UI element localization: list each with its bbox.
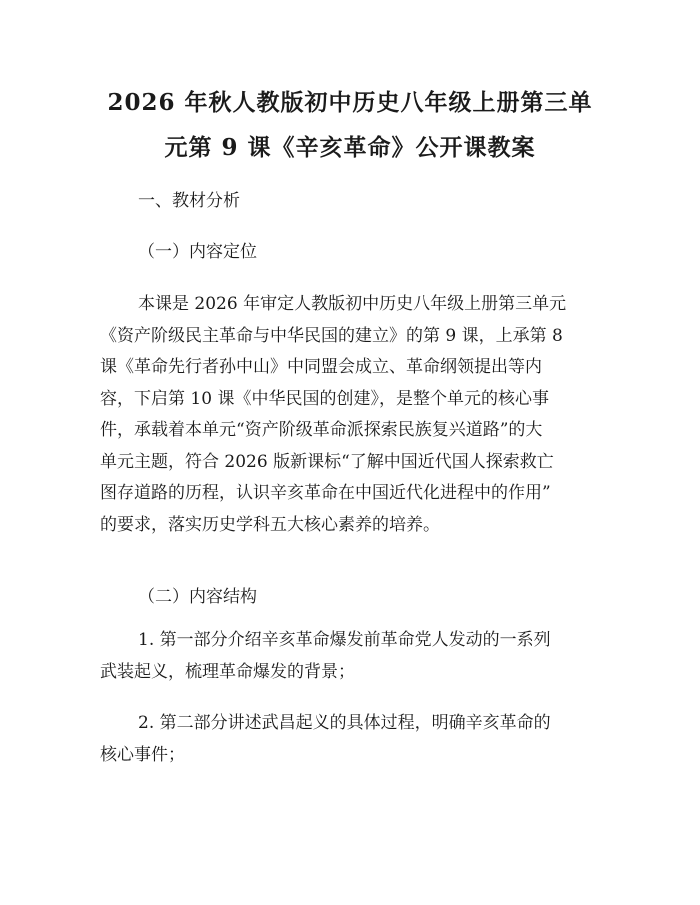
paragraph-line: 课《革命先行者孙中山》中同盟会成立、革命纲领提出等内 [100,357,542,377]
paragraph-line: 容，下启第 10 课《中华民国的创建》，是整个单元的核心事 [100,388,549,409]
document-title [95,80,605,170]
subsection-heading-content-position: （一）内容定位 [138,242,257,262]
paragraph-line: 《资产阶级民主革命与中华民国的建立》的第 9 课，上承第 8 [100,325,563,346]
list-item-line: 1. 第一部分介绍辛亥革命爆发前革命党人发动的一系列 [138,630,551,650]
paragraph-line: 图存道路的历程，认识辛亥革命在中国近代化进程中的作用” [100,483,551,503]
paragraph-line: 的要求，落实历史学科五大核心素养的培养。 [100,514,440,535]
paragraph-line: 单元主题，符合 2026 版新课标“了解中国近代国人探索救亡 [100,451,554,472]
list-item-line: 核心事件； [100,744,185,765]
list-item-2 [100,708,551,771]
subsection-heading-content-structure: （二）内容结构 [138,587,257,607]
title-line-2: 元第 9 课《辛亥革命》公开课教案 [164,134,536,161]
paragraph-line: 件，承载着本单元“资产阶级革命派探索民族复兴道路”的大 [100,420,543,440]
paragraph-content-position [100,289,566,541]
list-item-line: 2. 第二部分讲述武昌起义的具体过程，明确辛亥革命的 [138,713,551,733]
list-item-line: 武装起义，梳理革命爆发的背景； [100,661,355,682]
paragraph-line: 本课是 2026 年审定人教版初中历史八年级上册第三单元 [138,294,567,314]
section-heading-teaching-analysis: 一、教材分析 [138,191,240,211]
title-line-1: 2026 年秋人教版初中历史八年级上册第三单 [107,89,593,116]
list-item-1 [100,625,551,688]
